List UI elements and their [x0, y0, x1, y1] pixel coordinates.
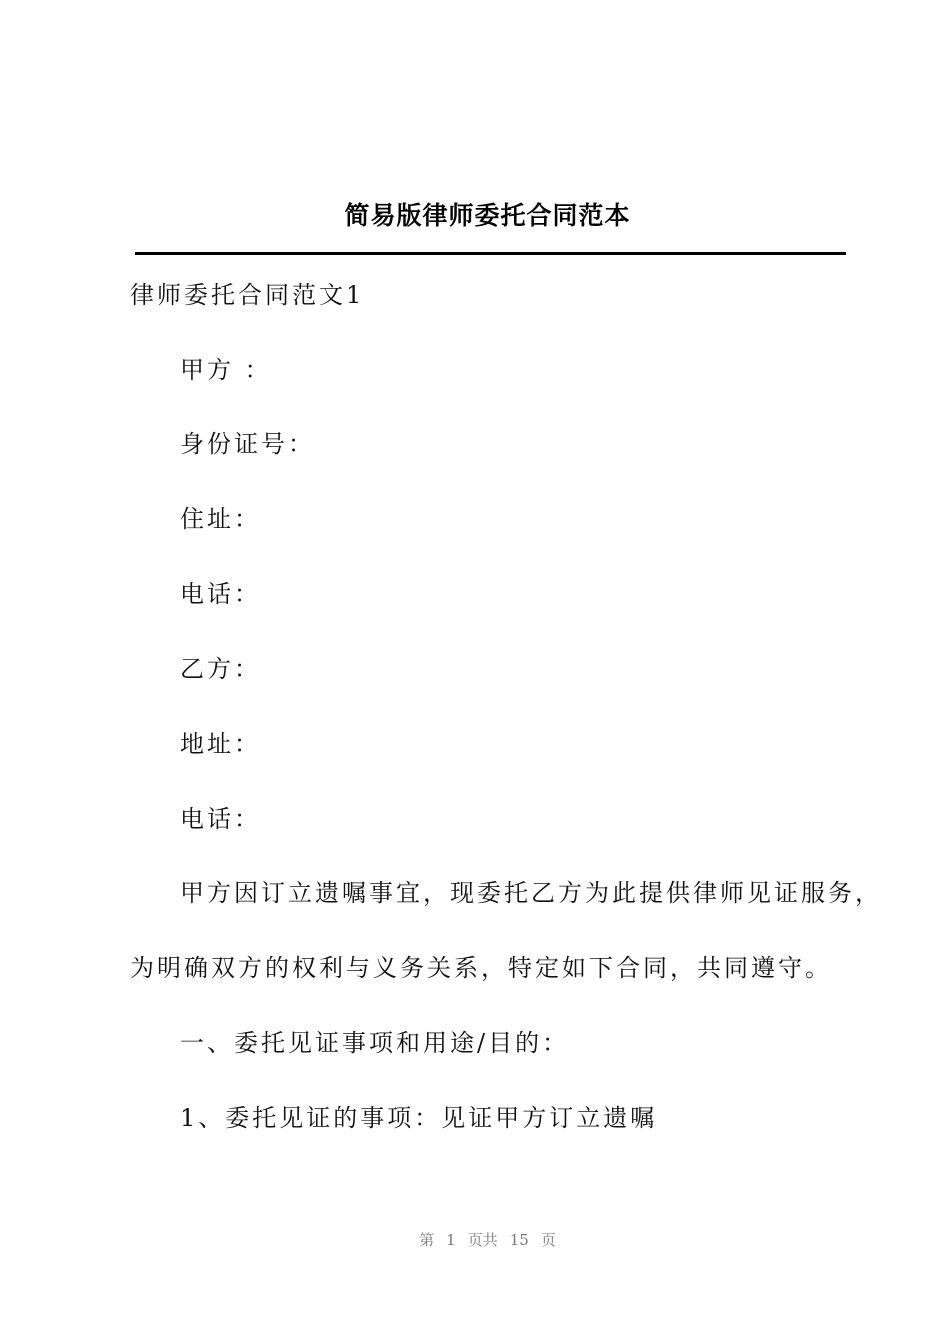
- clause-item-1: 1、委托见证的事项：见证甲方订立遗嘱: [180, 1104, 658, 1132]
- paragraph-line-1: 甲方因订立遗嘱事宜，现委托乙方为此提供律师见证服务，: [180, 879, 882, 907]
- clause-heading: 一、委托见证事项和用途/目的：: [180, 1029, 570, 1057]
- page-footer: [0, 1229, 950, 1250]
- party-a-phone-label: 电话：: [180, 580, 261, 608]
- section-heading: 律师委托合同范文1: [130, 281, 365, 309]
- title-divider: [135, 252, 846, 255]
- footer-total-pages: 15: [509, 1231, 529, 1249]
- paragraph-line-2: 为明确双方的权利与义务关系，特定如下合同，共同遵守。: [130, 954, 832, 982]
- id-number-label: 身份证号：: [180, 430, 315, 458]
- footer-suffix: 页: [540, 1231, 556, 1249]
- footer-current-page: 1: [446, 1231, 456, 1249]
- document-title: 简易版律师委托合同范本: [344, 201, 631, 230]
- party-b-address-label: 地址：: [180, 730, 261, 758]
- footer-prefix: 第: [419, 1231, 435, 1249]
- party-a-label: 甲方 ：: [180, 356, 272, 384]
- residence-label: 住址：: [180, 505, 261, 533]
- party-b-label: 乙方：: [180, 655, 261, 683]
- footer-middle: 页共: [467, 1231, 498, 1249]
- party-b-phone-label: 电话：: [180, 805, 261, 833]
